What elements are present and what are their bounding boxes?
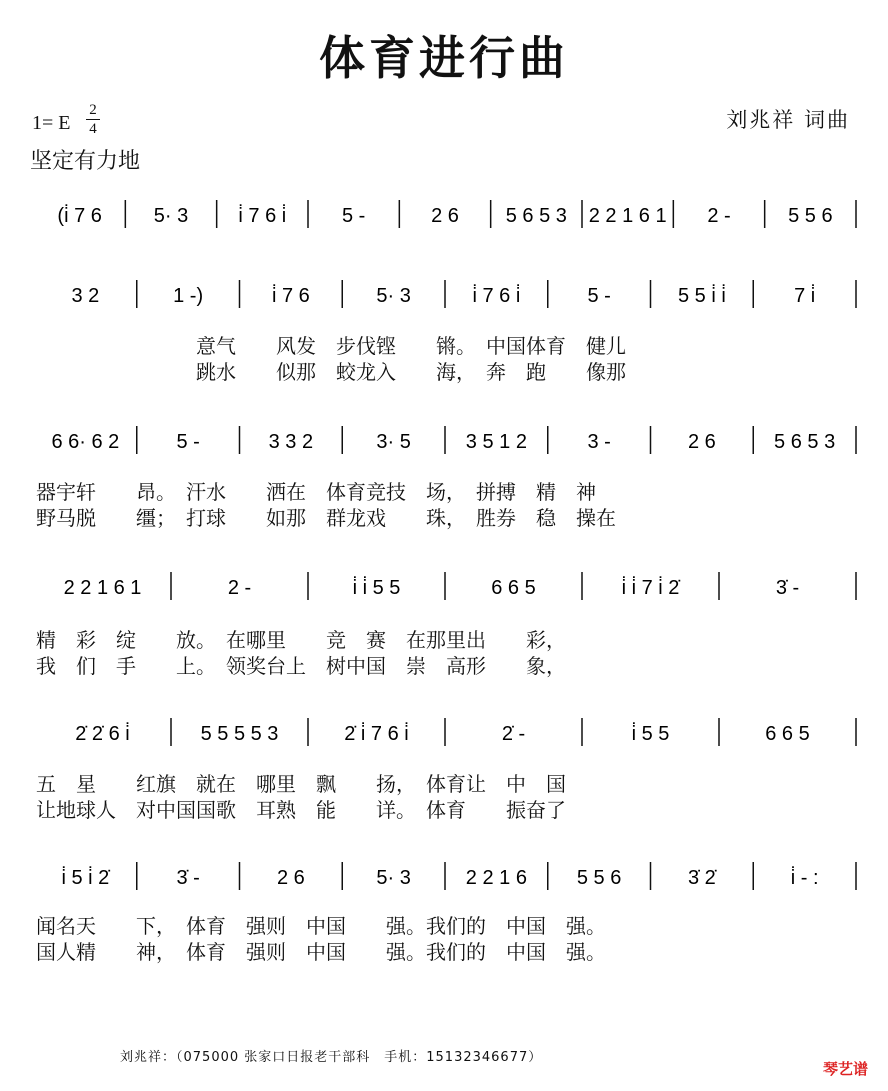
measure-notes: 6 6· 6 2 <box>51 431 120 453</box>
footer-contact: 刘兆祥：（075000 张家口日报老干部科 手机：15132346677） <box>120 1050 543 1065</box>
measure-notes: 5 5 6 <box>576 867 622 889</box>
measure-notes: 2 - <box>707 205 731 227</box>
lyric-line-3a: 精 彩 绽 放。 在哪里 竞 赛 在那里出 彩， <box>36 628 566 652</box>
measure-notes: 5 6 5 3 <box>505 205 567 227</box>
measure-notes: 5 - <box>587 285 611 307</box>
composer-credit: 刘兆祥 词曲 <box>726 108 850 132</box>
lyric-line-1b: 跳水 似那 蛟龙入 海， 奔 跑 像那 <box>196 360 626 384</box>
measure-notes: i̇ i̇ 7 i̇ 2̇ <box>621 577 680 599</box>
measure-notes: 2 2 1 6 <box>465 867 527 889</box>
measure-notes: 5 5 i̇ i̇ <box>677 285 726 307</box>
measure-notes: 3̇ - <box>775 577 800 599</box>
measure-notes: 5 6 5 3 <box>774 431 836 453</box>
lyric-line-5b: 国人精 神， 体育 强则 中国 强。我们的 中国 强。 <box>36 940 606 964</box>
time-bottom: 4 <box>89 121 97 137</box>
measure-notes: i̇ 5 5 <box>631 723 670 745</box>
measure-notes: i̇ 7 6 i̇ <box>472 285 521 307</box>
measure-notes: 3· 5 <box>376 431 411 453</box>
measure-notes: (i̇ 7 6 <box>57 205 102 227</box>
measure-notes: 2 6 <box>276 867 305 889</box>
lyric-line-3b: 我 们 手 上。 领奖台上 树中国 崇 高形 象， <box>36 654 566 678</box>
tempo-marking: 坚定有力地 <box>30 149 141 174</box>
measure-notes: 3 2 <box>71 285 100 307</box>
measure-notes: 3̇ 2̇ <box>687 867 716 889</box>
measure-notes: 2 2 1 6 1 <box>63 577 142 599</box>
measure-notes: 2̇ i̇ 7 6 i̇ <box>344 723 409 745</box>
key-signature: 1= E <box>32 112 71 134</box>
lyric-line-1a: 意气 风发 步伐铿 锵。 中国体育 健儿 <box>196 334 626 358</box>
lyric-line-2a: 器宇轩 昂。 汗水 洒在 体育竞技 场， 拼搏 精 神 <box>36 480 596 504</box>
measure-notes: 2 2 1 6 1 <box>588 205 667 227</box>
measure-notes: 2̇ - <box>501 723 526 745</box>
measure-notes: 5 5 6 <box>788 205 833 227</box>
song-title: 体育进行曲 <box>319 31 569 85</box>
measure-notes: 7 i̇ <box>794 285 816 307</box>
measure-notes: i̇ 5 i̇ 2̇ <box>61 867 110 889</box>
measure-notes: 5 - <box>341 205 366 227</box>
measure-notes: 5 - <box>176 431 200 453</box>
measure-notes: 5· 3 <box>153 205 189 227</box>
lyric-line-4b: 让地球人 对中国国歌 耳熟 能 详。 体育 振奋了 <box>36 798 566 822</box>
lyric-line-5a: 闻名天 下， 体育 强则 中国 强。我们的 中国 强。 <box>36 914 606 938</box>
lyric-line-4a: 五 星 红旗 就在 哪里 飘 扬， 体育让 中 国 <box>36 772 566 796</box>
measure-notes: 3 5 1 2 <box>465 431 527 453</box>
time-top: 2 <box>89 102 97 118</box>
measure-notes: 2̇ 2̇ 6 i̇ <box>75 723 130 745</box>
measure-notes: i̇ i̇ 5 5 <box>352 577 401 599</box>
measure-notes: 1 -) <box>173 285 204 307</box>
measure-notes: i̇ 7 6 i̇ <box>238 205 287 227</box>
measure-notes: 3 3 2 <box>268 431 314 453</box>
measure-notes: 5 5 5 5 3 <box>200 723 279 745</box>
measure-notes: 6 6 5 <box>491 577 536 599</box>
measure-notes: 5· 3 <box>376 867 411 889</box>
measure-notes: 3 - <box>587 431 611 453</box>
measure-notes: i̇ 7 6 <box>271 285 310 307</box>
measure-notes: 5· 3 <box>376 285 411 307</box>
measure-notes: 3̇ - <box>176 867 200 889</box>
measure-notes: 2 - <box>227 577 252 599</box>
measure-notes: 2 6 <box>687 431 716 453</box>
measure-notes: 6 6 5 <box>765 723 810 745</box>
measure-notes: i̇ - : <box>790 867 819 889</box>
lyric-line-2b: 野马脱 缰； 打球 如那 群龙戏 珠， 胜券 稳 操在 <box>36 506 616 530</box>
watermark-logo: 琴艺谱 <box>822 1060 868 1078</box>
measure-notes: 2 6 <box>431 205 459 227</box>
